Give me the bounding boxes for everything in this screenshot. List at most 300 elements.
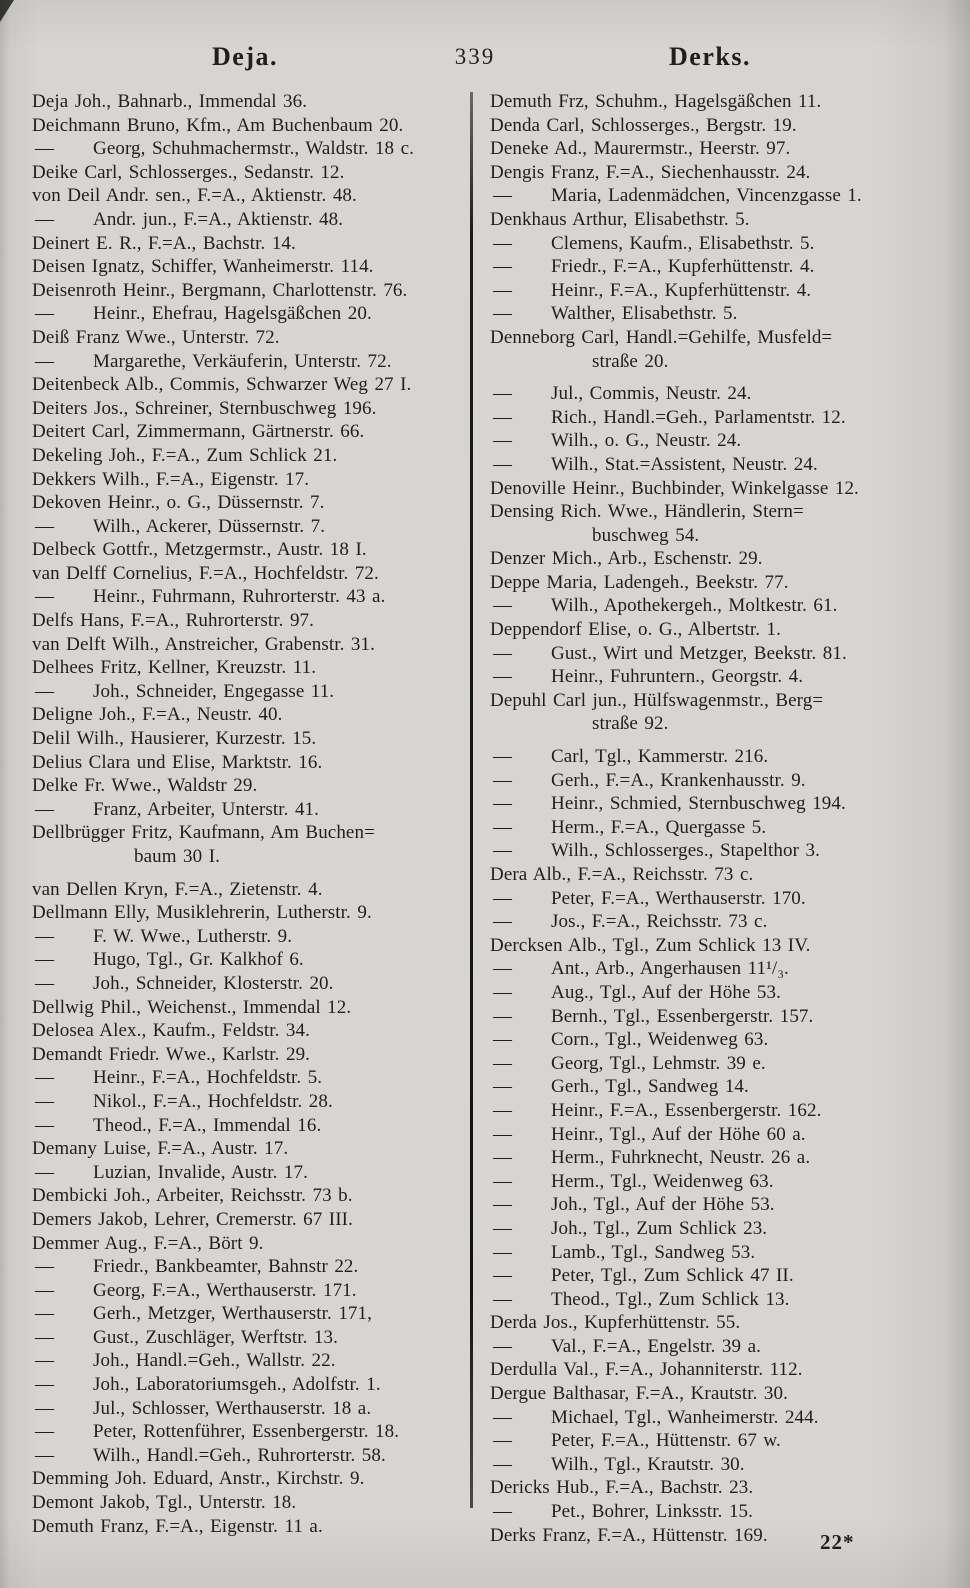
entry-text: Dercksen Alb., Tgl., Zum Schlick 13 IV. <box>490 934 811 956</box>
directory-entry <box>32 1137 469 1161</box>
directory-entry <box>32 302 469 326</box>
directory-entry <box>490 1099 940 1123</box>
directory-entry <box>32 1326 469 1350</box>
ditto-dash: — <box>35 1444 55 1466</box>
entry-text: Dekeling Joh., F.=A., Zum Schlick 21. <box>32 444 338 466</box>
directory-entry <box>490 1052 940 1076</box>
entry-text: Georg, Tgl., Lehmstr. 39 e. <box>551 1052 766 1074</box>
ditto-dash: — <box>493 1029 513 1051</box>
entry-text: Gust., Wirt und Metzger, Beekstr. 81. <box>551 642 847 664</box>
entry-text: Walther, Elisabethstr. 5. <box>551 303 738 325</box>
directory-entry <box>32 1279 469 1303</box>
directory-entry <box>32 633 469 657</box>
signature-mark: 22* <box>820 1530 855 1554</box>
entry-text: Jul., Schlosser, Werthauserstr. 18 a. <box>93 1397 372 1419</box>
directory-entry <box>32 373 469 397</box>
directory-entry <box>490 137 940 161</box>
ditto-dash: — <box>493 769 513 791</box>
directory-entry <box>490 184 940 208</box>
directory-entry <box>32 1397 469 1421</box>
entry-text: Deike Carl, Schlosserges., Sedanstr. 12. <box>32 161 345 183</box>
directory-entry <box>490 665 940 689</box>
directory-entry <box>32 901 469 925</box>
directory-entry <box>32 1043 469 1067</box>
directory-entry <box>490 1264 940 1288</box>
directory-entry <box>490 1123 940 1147</box>
entry-text: Hugo, Tgl., Gr. Kalkhof 6. <box>93 949 304 971</box>
directory-entry <box>32 774 469 798</box>
directory-entry <box>32 1444 469 1468</box>
ditto-dash: — <box>35 350 55 372</box>
entry-text: Michael, Tgl., Wanheimerstr. 244. <box>551 1406 819 1428</box>
entry-text: Friedr., F.=A., Kupferhüttenstr. 4. <box>551 256 815 278</box>
directory-entry <box>490 910 940 934</box>
entry-text: Theod., Tgl., Zum Schlick 13. <box>551 1288 790 1310</box>
directory-entry <box>32 703 469 727</box>
entry-text: Joh., Tgl., Zum Schlick 23. <box>551 1217 768 1239</box>
entry-text: Peter, Tgl., Zum Schlick 47 II. <box>551 1265 794 1287</box>
ditto-dash: — <box>493 1217 513 1239</box>
directory-entry <box>32 208 469 232</box>
entry-text: Nikol., F.=A., Hochfeldstr. 28. <box>93 1090 333 1112</box>
directory-entry <box>32 538 469 562</box>
directory-entry <box>32 680 469 704</box>
catchword-left: Deja. <box>212 42 278 71</box>
entry-text: Denda Carl, Schlosserges., Bergstr. 19. <box>490 114 797 136</box>
directory-entry <box>32 585 469 609</box>
directory-entry <box>32 1114 469 1138</box>
directory-entry <box>32 444 469 468</box>
entry-text: Deiters Jos., Schreiner, Sternbuschweg 196. <box>32 397 377 419</box>
ditto-dash: — <box>35 1256 55 1278</box>
directory-entry <box>32 184 469 208</box>
entry-text: Ant., Arb., Angerhausen 11¹/₃. <box>551 958 789 980</box>
entry-text: Derks Franz, F.=A., Hüttenstr. 169. <box>490 1524 768 1546</box>
directory-entry <box>490 1524 940 1548</box>
entry-text: Wilh., Stat.=Assistent, Neustr. 24. <box>551 453 818 475</box>
entry-text: Heinr., Schmied, Sternbuschweg 194. <box>551 793 846 815</box>
directory-entry <box>490 1311 940 1335</box>
entry-text: Wilh., Tgl., Krautstr. 30. <box>551 1453 745 1475</box>
entry-text: Dericks Hub., F.=A., Bachstr. 23. <box>490 1477 754 1499</box>
directory-entry <box>32 1349 469 1373</box>
directory-entry <box>490 618 940 642</box>
directory-entry <box>490 1075 940 1099</box>
entry-text: van Delft Wilh., Anstreicher, Grabenstr. 31. <box>32 633 375 655</box>
entry-continuation: straße 92. <box>592 713 669 735</box>
directory-entry <box>490 689 940 736</box>
ditto-dash: — <box>493 1265 513 1287</box>
ditto-dash: — <box>493 185 513 207</box>
entry-text: Herm., Tgl., Weidenweg 63. <box>551 1170 774 1192</box>
entry-text: van Dellen Kryn, F.=A., Zietenstr. 4. <box>32 878 323 900</box>
directory-entry <box>32 972 469 996</box>
directory-entry <box>490 642 940 666</box>
entry-text: Deisenroth Heinr., Bergmann, Charlottenstr. 76. <box>32 279 408 301</box>
entry-text: Wilh., Schlosserges., Stapelthor 3. <box>551 840 820 862</box>
directory-entry <box>490 232 940 256</box>
ditto-dash: — <box>35 1326 55 1348</box>
entry-text: Gerh., Metzger, Werthauserstr. 171, <box>93 1303 372 1325</box>
entry-text: Maria, Ladenmädchen, Vincenzgasse 1. <box>551 185 862 207</box>
ditto-dash: — <box>493 1076 513 1098</box>
directory-entry <box>32 1302 469 1326</box>
directory-entry <box>32 137 469 161</box>
entry-text: Rich., Handl.=Geh., Parlamentstr. 12. <box>551 406 846 428</box>
entry-text: Deitenbeck Alb., Commis, Schwarzer Weg 27 I. <box>32 374 412 396</box>
ditto-dash: — <box>493 746 513 768</box>
directory-entry <box>490 769 940 793</box>
entry-text: Jul., Commis, Neustr. 24. <box>551 383 752 405</box>
entry-text: Delhees Fritz, Kellner, Kreuzstr. 11. <box>32 657 317 679</box>
entry-text: Demandt Friedr. Wwe., Karlstr. 29. <box>32 1043 311 1065</box>
entry-text: Clemens, Kaufm., Elisabethstr. 5. <box>551 232 815 254</box>
entry-text: Delius Clara und Elise, Marktstr. 16. <box>32 751 323 773</box>
ditto-dash: — <box>35 138 55 160</box>
directory-entry <box>32 996 469 1020</box>
entry-text: Herm., Fuhrknecht, Neustr. 26 a. <box>551 1147 811 1169</box>
entry-text: Georg, Schuhmachermstr., Waldstr. 18 c. <box>93 138 414 160</box>
entry-text: Dekkers Wilh., F.=A., Eigenstr. 17. <box>32 468 310 490</box>
ditto-dash: — <box>493 256 513 278</box>
entry-text: Dekoven Heinr., o. G., Düssernstr. 7. <box>32 492 325 514</box>
directory-columns <box>32 90 940 1547</box>
directory-entry <box>32 798 469 822</box>
directory-entry <box>32 1019 469 1043</box>
directory-entry <box>490 957 940 981</box>
entry-text: Demmer Aug., F.=A., Bört 9. <box>32 1232 264 1254</box>
entry-text: Dellmann Elly, Musiklehrerin, Lutherstr. 9. <box>32 902 372 924</box>
scan-corner-artifact <box>0 0 14 22</box>
entry-text: Peter, F.=A., Werthauserstr. 170. <box>551 887 806 909</box>
entry-continuation: baum 30 I. <box>134 846 220 867</box>
ditto-dash: — <box>35 208 55 230</box>
entry-text: Dellbrügger Fritz, Kaufmann, Am Buchen= <box>32 822 375 844</box>
ditto-dash: — <box>493 1170 513 1192</box>
ditto-dash: — <box>35 680 55 702</box>
entry-text: Denkhaus Arthur, Elisabethstr. 5. <box>490 208 750 230</box>
entry-text: Demuth Frz, Schuhm., Hagelsgäßchen 11. <box>490 91 822 112</box>
directory-entry <box>490 1358 940 1382</box>
ditto-dash: — <box>35 972 55 994</box>
entry-text: Deligne Joh., F.=A., Neustr. 40. <box>32 704 283 726</box>
entry-text: Joh., Laboratoriumsgeh., Adolfstr. 1. <box>93 1374 381 1396</box>
entry-text: Wilh., Handl.=Geh., Ruhrorterstr. 58. <box>93 1444 386 1466</box>
ditto-dash: — <box>493 1406 513 1428</box>
ditto-dash: — <box>493 1099 513 1121</box>
directory-entry <box>490 90 940 114</box>
directory-entry <box>490 500 940 547</box>
entry-text: Val., F.=A., Engelstr. 39 a. <box>551 1335 761 1357</box>
entry-text: Wilh., o. G., Neustr. 24. <box>551 430 742 452</box>
entry-text: Deja Joh., Bahnarb., Immendal 36. <box>32 91 308 112</box>
directory-entry <box>490 887 940 911</box>
directory-entry <box>32 1255 469 1279</box>
directory-entry <box>32 562 469 586</box>
directory-entry <box>32 1232 469 1256</box>
directory-entry <box>490 1005 940 1029</box>
ditto-dash: — <box>493 232 513 254</box>
ditto-dash: — <box>35 1279 55 1301</box>
directory-entry <box>490 1241 940 1265</box>
entry-text: Densing Rich. Wwe., Händlerin, Stern= <box>490 501 804 523</box>
entry-text: Dellwig Phil., Weichenst., Immendal 12. <box>32 996 352 1018</box>
directory-entry <box>490 279 940 303</box>
ditto-dash: — <box>35 1067 55 1089</box>
ditto-dash: — <box>493 887 513 909</box>
ditto-dash: — <box>35 949 55 971</box>
entry-text: Joh., Schneider, Engegasse 11. <box>93 680 335 702</box>
ditto-dash: — <box>493 1147 513 1169</box>
ditto-dash: — <box>493 1194 513 1216</box>
directory-entry <box>490 1429 940 1453</box>
entry-text: Derdulla Val., F.=A., Johanniterstr. 112. <box>490 1359 803 1381</box>
ditto-dash: — <box>35 1090 55 1112</box>
ditto-dash: — <box>35 1161 55 1183</box>
entry-text: F. W. Wwe., Lutherstr. 9. <box>93 925 293 947</box>
directory-entry <box>32 397 469 421</box>
entry-text: Denzer Mich., Arb., Eschenstr. 29. <box>490 548 763 570</box>
directory-entry <box>490 453 940 477</box>
directory-entry <box>490 208 940 232</box>
entry-text: Wilh., Ackerer, Düssernstr. 7. <box>93 515 326 537</box>
directory-entry <box>32 878 469 902</box>
entry-text: Depuhl Carl jun., Hülfswagenmstr., Berg= <box>490 689 824 711</box>
directory-entry <box>490 981 940 1005</box>
entry-text: Joh., Schneider, Klosterstr. 20. <box>93 972 334 994</box>
page-header <box>0 42 970 78</box>
ditto-dash: — <box>35 303 55 325</box>
directory-entry <box>490 571 940 595</box>
ditto-dash: — <box>493 793 513 815</box>
entry-text: Andr. jun., F.=A., Aktienstr. 48. <box>93 208 344 230</box>
entry-text: Pet., Bohrer, Linksstr. 15. <box>551 1501 754 1523</box>
entry-text: Demers Jakob, Lehrer, Cremerstr. 67 III. <box>32 1208 353 1230</box>
directory-entry <box>490 114 940 138</box>
ditto-dash: — <box>493 816 513 838</box>
directory-entry <box>32 279 469 303</box>
entry-text: Deppe Maria, Ladengeh., Beekstr. 77. <box>490 571 789 593</box>
directory-entry <box>32 161 469 185</box>
ditto-dash: — <box>493 911 513 933</box>
directory-entry <box>490 1217 940 1241</box>
directory-entry <box>32 232 469 256</box>
ditto-dash: — <box>493 840 513 862</box>
column-right <box>473 90 940 1547</box>
entry-text: Dembicki Joh., Arbeiter, Reichsstr. 73 b. <box>32 1185 353 1207</box>
ditto-dash: — <box>493 383 513 405</box>
directory-entry <box>32 468 469 492</box>
entry-text: Deisen Ignatz, Schiffer, Wanheimerstr. 114. <box>32 256 374 278</box>
directory-entry <box>490 594 940 618</box>
directory-entry <box>32 948 469 972</box>
directory-entry <box>32 255 469 279</box>
directory-entry <box>490 1335 940 1359</box>
directory-entry <box>490 1453 940 1477</box>
entry-text: Demuth Franz, F.=A., Eigenstr. 11 a. <box>32 1515 323 1537</box>
directory-entry <box>490 839 940 863</box>
directory-entry <box>490 1288 940 1312</box>
directory-entry <box>32 1515 469 1539</box>
directory-entry <box>32 114 469 138</box>
directory-entry <box>32 420 469 444</box>
entry-text: Theod., F.=A., Immendal 16. <box>93 1114 322 1136</box>
entry-text: Margarethe, Verkäuferin, Unterstr. 72. <box>93 350 392 372</box>
ditto-dash: — <box>493 279 513 301</box>
directory-entry <box>32 1373 469 1397</box>
directory-entry <box>490 255 940 279</box>
directory-entry <box>32 1208 469 1232</box>
directory-entry <box>32 326 469 350</box>
ditto-dash: — <box>493 453 513 475</box>
directory-entry <box>32 350 469 374</box>
entry-text: Deiß Franz Wwe., Unterstr. 72. <box>32 326 280 348</box>
entry-text: Demany Luise, F.=A., Austr. 17. <box>32 1138 289 1160</box>
ditto-dash: — <box>493 1453 513 1475</box>
entry-text: Joh., Handl.=Geh., Wallstr. 22. <box>93 1350 336 1372</box>
directory-entry <box>490 406 940 430</box>
entry-text: Jos., F.=A., Reichsstr. 73 c. <box>551 911 768 933</box>
directory-entry <box>32 1420 469 1444</box>
entry-text: Corn., Tgl., Weidenweg 63. <box>551 1029 769 1051</box>
entry-text: Wilh., Apothekergeh., Moltkestr. 61. <box>551 595 838 617</box>
entry-text: Heinr., F.=A., Essenbergerstr. 162. <box>551 1099 822 1121</box>
ditto-dash: — <box>493 1288 513 1310</box>
catchword-right: Derks. <box>669 42 751 71</box>
directory-entry <box>490 429 940 453</box>
entry-text: Deitert Carl, Zimmermann, Gärtnerstr. 66. <box>32 421 365 443</box>
directory-entry <box>490 161 940 185</box>
ditto-dash: — <box>493 303 513 325</box>
directory-entry <box>32 751 469 775</box>
ditto-dash: — <box>35 1114 55 1136</box>
entry-continuation: buschweg 54. <box>592 524 700 546</box>
entry-text: Peter, Rottenführer, Essenbergerstr. 18. <box>93 1421 400 1443</box>
entry-text: Lamb., Tgl., Sandweg 53. <box>551 1241 756 1263</box>
ditto-dash: — <box>493 1123 513 1145</box>
directory-entry <box>490 477 940 501</box>
ditto-dash: — <box>35 1303 55 1325</box>
directory-entry <box>490 1476 940 1500</box>
entry-text: von Deil Andr. sen., F.=A., Aktienstr. 48. <box>32 185 357 207</box>
entry-text: Heinr., Fuhruntern., Georgstr. 4. <box>551 666 804 688</box>
entry-text: Heinr., F.=A., Kupferhüttenstr. 4. <box>551 279 812 301</box>
entry-text: Joh., Tgl., Auf der Höhe 53. <box>551 1194 775 1216</box>
entry-text: Gust., Zuschläger, Werftstr. 13. <box>93 1326 338 1348</box>
entry-text: Georg, F.=A., Werthauserstr. 171. <box>93 1279 357 1301</box>
entry-text: Deinert E. R., F.=A., Bachstr. 14. <box>32 232 296 254</box>
entry-text: Delbeck Gottfr., Metzgermstr., Austr. 18 I. <box>32 539 367 561</box>
directory-entry <box>32 727 469 751</box>
entry-text: Dergue Balthasar, F.=A., Krautstr. 30. <box>490 1383 788 1405</box>
entry-text: Dera Alb., F.=A., Reichsstr. 73 c. <box>490 864 754 885</box>
entry-text: Peter, F.=A., Hüttenstr. 67 w. <box>551 1430 781 1452</box>
directory-entry <box>32 1184 469 1208</box>
ditto-dash: — <box>35 586 55 608</box>
ditto-dash: — <box>35 1374 55 1396</box>
directory-entry <box>490 302 940 326</box>
page-number: 339 <box>454 44 496 69</box>
directory-entry <box>490 863 940 887</box>
entry-text: Gerh., F.=A., Krankenhausstr. 9. <box>551 769 806 791</box>
directory-entry <box>490 1170 940 1194</box>
ditto-dash: — <box>493 595 513 617</box>
entry-text: Herm., F.=A., Quergasse 5. <box>551 816 767 838</box>
entry-text: Dengis Franz, F.=A., Siechenhausstr. 24. <box>490 161 811 183</box>
ditto-dash: — <box>35 1397 55 1419</box>
directory-entry <box>490 382 940 406</box>
directory-entry <box>490 745 940 769</box>
directory-entry <box>490 934 940 958</box>
entry-text: Delfs Hans, F.=A., Ruhrorterstr. 97. <box>32 610 315 632</box>
entry-text: Aug., Tgl., Auf der Höhe 53. <box>551 981 781 1003</box>
directory-entry <box>490 1028 940 1052</box>
entry-text: Heinr., F.=A., Hochfeldstr. 5. <box>93 1067 323 1089</box>
directory-entry <box>32 90 469 114</box>
ditto-dash: — <box>493 1052 513 1074</box>
ditto-dash: — <box>493 666 513 688</box>
entry-text: Deneke Ad., Maurermstr., Heerstr. 97. <box>490 138 791 160</box>
entry-continuation: straße 20. <box>592 350 669 372</box>
directory-entry <box>32 1491 469 1515</box>
ditto-dash: — <box>35 925 55 947</box>
directory-entry <box>490 1382 940 1406</box>
ditto-dash: — <box>493 958 513 980</box>
entry-text: Delosea Alex., Kaufm., Feldstr. 34. <box>32 1020 310 1042</box>
ditto-dash: — <box>493 1430 513 1452</box>
entry-text: Demont Jakob, Tgl., Unterstr. 18. <box>32 1492 297 1514</box>
directory-entry <box>32 925 469 949</box>
ditto-dash: — <box>35 1421 55 1443</box>
entry-text: Carl, Tgl., Kammerstr. 216. <box>551 746 769 768</box>
directory-entry <box>32 515 469 539</box>
ditto-dash: — <box>35 515 55 537</box>
ditto-dash: — <box>493 1335 513 1357</box>
column-left <box>32 90 469 1538</box>
ditto-dash: — <box>493 406 513 428</box>
entry-text: Gerh., Tgl., Sandweg 14. <box>551 1076 749 1098</box>
entry-text: van Delff Cornelius, F.=A., Hochfeldstr. 72. <box>32 562 379 584</box>
directory-entry <box>32 1467 469 1491</box>
ditto-dash: — <box>493 1241 513 1263</box>
ditto-dash: — <box>493 981 513 1003</box>
directory-entry <box>490 816 940 840</box>
ditto-dash: — <box>493 1501 513 1523</box>
entry-text: Deppendorf Elise, o. G., Albertstr. 1. <box>490 619 781 641</box>
entry-text: Bernh., Tgl., Essenbergerstr. 157. <box>551 1005 814 1027</box>
entry-text: Heinr., Tgl., Auf der Höhe 60 a. <box>551 1123 806 1145</box>
directory-entry <box>32 491 469 515</box>
entry-text: Luzian, Invalide, Austr. 17. <box>93 1161 308 1183</box>
directory-entry <box>490 1406 940 1430</box>
entry-text: Delke Fr. Wwe., Waldstr 29. <box>32 775 258 797</box>
directory-entry <box>490 1500 940 1524</box>
entry-text: Derda Jos., Kupferhüttenstr. 55. <box>490 1312 741 1334</box>
entry-text: Demming Joh. Eduard, Anstr., Kirchstr. 9. <box>32 1468 365 1490</box>
directory-entry <box>490 326 940 373</box>
entry-text: Friedr., Bankbeamter, Bahnstr 22. <box>93 1256 359 1278</box>
entry-text: Denneborg Carl, Handl.=Gehilfe, Musfeld= <box>490 326 833 348</box>
directory-entry <box>32 656 469 680</box>
directory-entry <box>490 547 940 571</box>
ditto-dash: — <box>493 1005 513 1027</box>
directory-entry <box>490 792 940 816</box>
ditto-dash: — <box>493 430 513 452</box>
entry-text: Heinr., Fuhrmann, Ruhrorterstr. 43 a. <box>93 586 386 608</box>
directory-entry <box>32 609 469 633</box>
entry-text: Heinr., Ehefrau, Hagelsgäßchen 20. <box>93 303 372 325</box>
ditto-dash: — <box>35 1350 55 1372</box>
